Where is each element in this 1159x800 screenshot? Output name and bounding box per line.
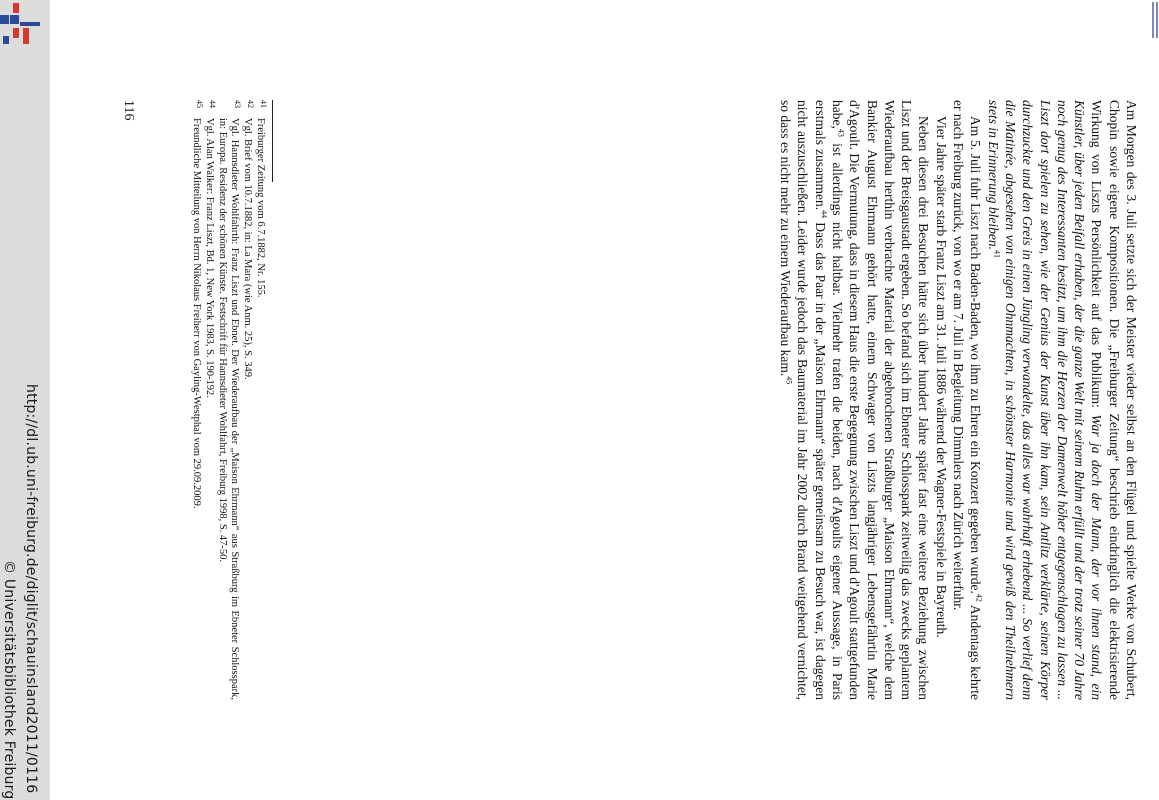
footnote-ref-45: 45 — [784, 376, 794, 385]
footnote-ref-44: 44 — [819, 210, 829, 219]
university-logo-icon — [0, 0, 46, 48]
viewer-sidebar — [0, 0, 50, 800]
footnote: 45 Freundliche Mitteilung von Herrn Nikolaus Freiherr von Gayling-Westphal vom 29.09.2009. — [191, 100, 205, 509]
body-text — [777, 100, 1140, 700]
paragraph-4: Neben diesen drei Besuchen hätte sich über hundert Jahre später fast eine weitere Beziehung zwischen Liszt und der Breisgaustadt ergeben. So befand sich im Ebneter Schlosspark zeitweilig das zwecks geplantem Wiederaufbau herthin verbrachte Material der abgebrochenen Straßburger „Maison Ehrmann“, welche dem Bankier August Ehrmann gehört hatte, einem Schwager von Liszts langjähriger Lebensgefährtin Marie d'Agoult. Die Vermutung, dass in diesem Haus die erste Begegnung zwischen Liszt und d'Agoult stattgefunden habe,$^{43}$ ist allerdings nicht haltbar. Vielmehr trafen die beiden, nach d'Agoults eigener Aussage, in Paris erstmals zusammen.$^{44}$ Dass das Paar in der „Maison Ehrmann“ später gemeinsam zu Besuch war, ist dagegen nicht auszuschließen. Leider wurde jedoch das Baumaterial im Jahr 2002 durch Brand weitgehend vernichtet, so dass es nicht mehr zu einem Wiederaufbau kam.$^{45}$ — [778, 100, 932, 701]
footnotes — [189, 100, 266, 700]
footnote: 42 Vgl. Brief vom 10.7.1882, in: La Mara (wie Anm. 25), S. 349. — [242, 100, 256, 380]
document-url[interactable]: http://dl.ub.uni-freiburg.de/diglit/schauinsland2011/0116 — [23, 384, 39, 794]
page-number: 116 — [121, 100, 136, 121]
footnote: 41 Freiburger Zeitung vom 6.7.1882, Nr. 155. — [255, 100, 268, 298]
footnote: 43 Vgl. Hannsdieter Wohlfahrth: Franz Liszt und Ebnet. Der Wiederaufbau der „Maison Ehrmann“ aus Straßburg im Ebneter Schlosspark, in: Europa. Residenz der schönen Künste. Festschrift für Hannsdieter Wohlfahrt, Freiburg 1998, S. 47-50. — [216, 100, 243, 700]
footnote-ref-41: 41 — [992, 249, 1002, 258]
footnote-ref-42: 42 — [974, 593, 984, 602]
newspaper-quote: War ja doch der Mann, der vor ihnen stand, ein Künstler, über jeden Beifall erhaben, der die ganze Welt mit seinem Ruhm erfüllt und der trotz seiner 70 Jahre noch genug des Interessanten besitzt, um ihm die Herzen der Damenwelt höher entgegenschlagen zu lassen ... Liszt dort spielen zu sehen, wie der Genius der Kunst über ihn kam, sein Antlitz verklärte, seinen Körper durchzuckte und den Greis in einen Jüngling verwandelte, das alles war wahrhaft erhebend ... So verlief denn die Matinée, abgesehen von einigen Ohnmachten, in schönster Harmonie und wird gewiß den Theilnehmern stets in Erinnerung bleiben. — [985, 100, 1105, 701]
scanned-page — [100, 100, 1140, 700]
paragraph-2: Am 5. Juli fuhr Liszt nach Baden-Baden, wo ihm zu Ehren ein Konzert gegeben wurde.$^{42}$ Andentags kehrte er nach Freiburg zurück, von wo er am 7. Juli in Begleitung Dimmlers nach Zürich weiterfuhr. — [951, 100, 984, 700]
copyright-notice: © Universitätsbibliothek Freiburg — [1, 560, 17, 800]
paragraph-3: Vier Jahre später starb Franz Liszt am 31. Juli 1886 während der Wagner-Festspiele in Bayreuth. — [933, 116, 949, 638]
footnote-ref-43: 43 — [836, 128, 846, 137]
footnote-divider — [272, 100, 273, 182]
footnote: 44 Vgl. Alan Walker: Franz Liszt, Bd. 1, New York 1983, S. 190-192. — [203, 100, 217, 398]
corner-marker-icon — [1151, 0, 1159, 40]
paragraph-1: Am Morgen des 3. Juli setzte sich der Meister wieder selbst an den Flügel und spielte Werke von Schubert, Chopin sowie eigene Kompositionen. Die „Freiburger Zeitung“ beschrieb eindringlich die elektrisierende Wirkung von Liszts Persönlichkeit auf das Publikum: War ja doch der Mann, der vor ihnen stand, ein Künstler, über jeden Beifall erhaben, der die ganze Welt mit seinem Ruhm erfüllt und der trotz seiner 70 Jahre noch genug des Interessanten besitzt, um ihm die Herzen der Damenwelt höher entgegenschlagen zu lassen ... Liszt dort spielen zu sehen, wie der Genius der Kunst über ihn kam, sein Antlitz verklärte, seinen Körper durchzuckte und den Greis in einen Jüngling verwandelte, das alles war wahrhaft erhebend ... So verlief denn die Matinée, abgesehen von einigen Ohnmachten, in schönster Harmonie und wird gewiß den Theilnehmern stets in Erinnerung bleiben.$^{41}$ — [985, 100, 1139, 701]
